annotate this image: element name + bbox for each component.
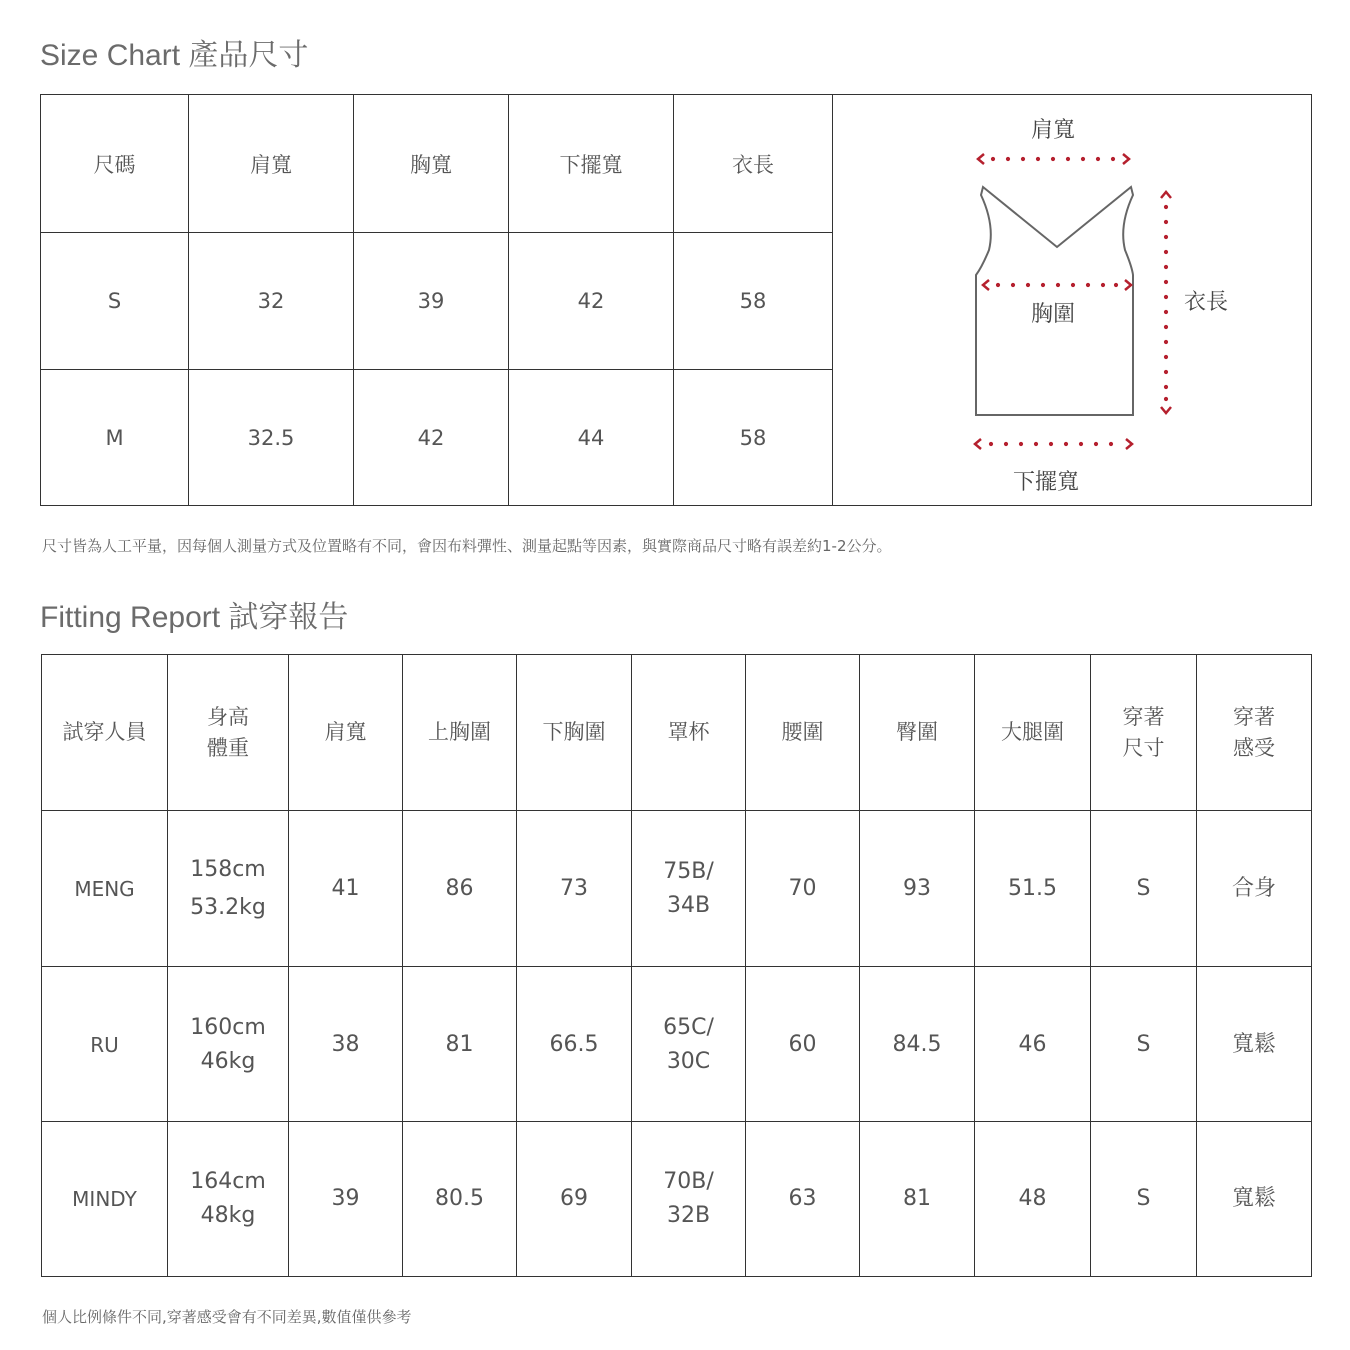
size-cell: M bbox=[41, 370, 189, 505]
size-header-cell: 肩寬 bbox=[189, 95, 354, 232]
fit-cell-waist: 60 bbox=[746, 967, 860, 1122]
fit-cell-size: S bbox=[1091, 811, 1197, 966]
size-cell: 42 bbox=[509, 233, 674, 369]
size-cell: 58 bbox=[674, 370, 833, 505]
size-cell: 42 bbox=[354, 370, 509, 505]
fit-cell-name: MENG bbox=[42, 811, 168, 966]
fit-header-waist: 腰圍 bbox=[746, 655, 860, 810]
fit-cell-thigh: 46 bbox=[975, 967, 1091, 1122]
fit-cell-under-chest: 69 bbox=[517, 1122, 632, 1276]
fit-cell-hip: 81 bbox=[860, 1122, 975, 1276]
fit-cell-cup: 65C/ 30C bbox=[632, 967, 746, 1122]
size-header-row bbox=[41, 95, 833, 232]
size-cell: S bbox=[41, 233, 189, 369]
length-arrow bbox=[1161, 192, 1171, 413]
fit-cell-under-chest: 73 bbox=[517, 811, 632, 966]
fit-cell-waist: 70 bbox=[746, 811, 860, 966]
fitting-report-title: Fitting Report 試穿報告 bbox=[40, 601, 349, 634]
fit-header-size: 穿著 尺寸 bbox=[1091, 655, 1197, 810]
fit-cell-thigh: 51.5 bbox=[975, 811, 1091, 966]
fitting-report-table bbox=[41, 654, 1312, 1277]
size-chart-note: 尺寸皆為人工平量，因每個人測量方式及位置略有不同，會因布料彈性、測量起點等因素，與實際商品尺寸略有誤差約1-2公分。 bbox=[42, 537, 892, 555]
fit-cell-size: S bbox=[1091, 967, 1197, 1122]
size-chart-table bbox=[40, 94, 1312, 506]
fit-cell-shoulder: 38 bbox=[289, 967, 403, 1122]
fit-header-thigh: 大腿圍 bbox=[975, 655, 1091, 810]
size-header-cell: 下擺寬 bbox=[509, 95, 674, 232]
size-cell: 58 bbox=[674, 233, 833, 369]
size-cell: 39 bbox=[354, 233, 509, 369]
fit-cell-name: RU bbox=[42, 967, 168, 1122]
fit-cell-shoulder: 41 bbox=[289, 811, 403, 966]
fit-cell-feel: 合身 bbox=[1231, 875, 1276, 901]
fit-cell-hip: 93 bbox=[860, 811, 975, 966]
shoulder-arrow bbox=[978, 154, 1129, 164]
hem-label: 下擺寬 bbox=[1013, 470, 1080, 495]
size-cell: 32 bbox=[189, 233, 354, 369]
fit-cell-feel: 寬鬆 bbox=[1231, 1186, 1276, 1211]
fit-cell-cup: 70B/ 32B bbox=[632, 1122, 746, 1276]
fit-header-under-chest: 下胸圍 bbox=[517, 655, 632, 810]
fit-header-hip: 臀圍 bbox=[860, 655, 975, 810]
hem-arrow bbox=[975, 439, 1132, 449]
garment-diagram bbox=[833, 95, 1311, 505]
fit-cell-height-weight: 164cm 48kg bbox=[168, 1122, 289, 1276]
fit-cell-upper-chest: 86 bbox=[403, 811, 517, 966]
fit-cell-upper-chest: 81 bbox=[403, 967, 517, 1122]
fit-header-shoulder: 肩寬 bbox=[289, 655, 403, 810]
size-header-cell: 胸寬 bbox=[354, 95, 509, 232]
fit-cell-size: S bbox=[1091, 1122, 1197, 1276]
size-row bbox=[41, 370, 833, 505]
fit-cell-name: MINDY bbox=[42, 1122, 168, 1276]
length-label: 衣長 bbox=[1184, 290, 1229, 315]
size-cell: 32.5 bbox=[189, 370, 354, 505]
fit-cell-feel: 寬鬆 bbox=[1231, 1031, 1276, 1057]
fit-header-feel: 穿著 感受 bbox=[1233, 704, 1275, 760]
fit-header-height-weight: 身高 體重 bbox=[168, 655, 289, 810]
fit-cell-height-weight: 158cm 53.2kg bbox=[168, 811, 289, 966]
fit-cell-thigh: 48 bbox=[975, 1122, 1091, 1276]
fitting-report-note: 個人比例條件不同,穿著感受會有不同差異,數值僅供參考 bbox=[42, 1308, 412, 1326]
shoulder-label: 肩寬 bbox=[1031, 118, 1076, 143]
size-row bbox=[41, 233, 833, 369]
fit-cell-waist: 63 bbox=[746, 1122, 860, 1276]
fit-cell-cup: 75B/ 34B bbox=[632, 811, 746, 966]
size-header-cell: 尺碼 bbox=[41, 95, 189, 232]
chest-label: 胸圍 bbox=[1031, 302, 1076, 327]
size-header-cell: 衣長 bbox=[674, 95, 833, 232]
fit-header-cup: 罩杯 bbox=[632, 655, 746, 810]
fit-header-tester: 試穿人員 bbox=[42, 655, 168, 810]
chest-arrow bbox=[983, 280, 1131, 290]
fit-cell-upper-chest: 80.5 bbox=[403, 1122, 517, 1276]
fit-cell-height-weight: 160cm 46kg bbox=[168, 967, 289, 1122]
fit-cell-shoulder: 39 bbox=[289, 1122, 403, 1276]
fit-cell-hip: 84.5 bbox=[860, 967, 975, 1122]
size-chart-title: Size Chart 產品尺寸 bbox=[40, 39, 309, 72]
size-cell: 44 bbox=[509, 370, 674, 505]
fit-header-upper-chest: 上胸圍 bbox=[403, 655, 517, 810]
fit-cell-under-chest: 66.5 bbox=[517, 967, 632, 1122]
